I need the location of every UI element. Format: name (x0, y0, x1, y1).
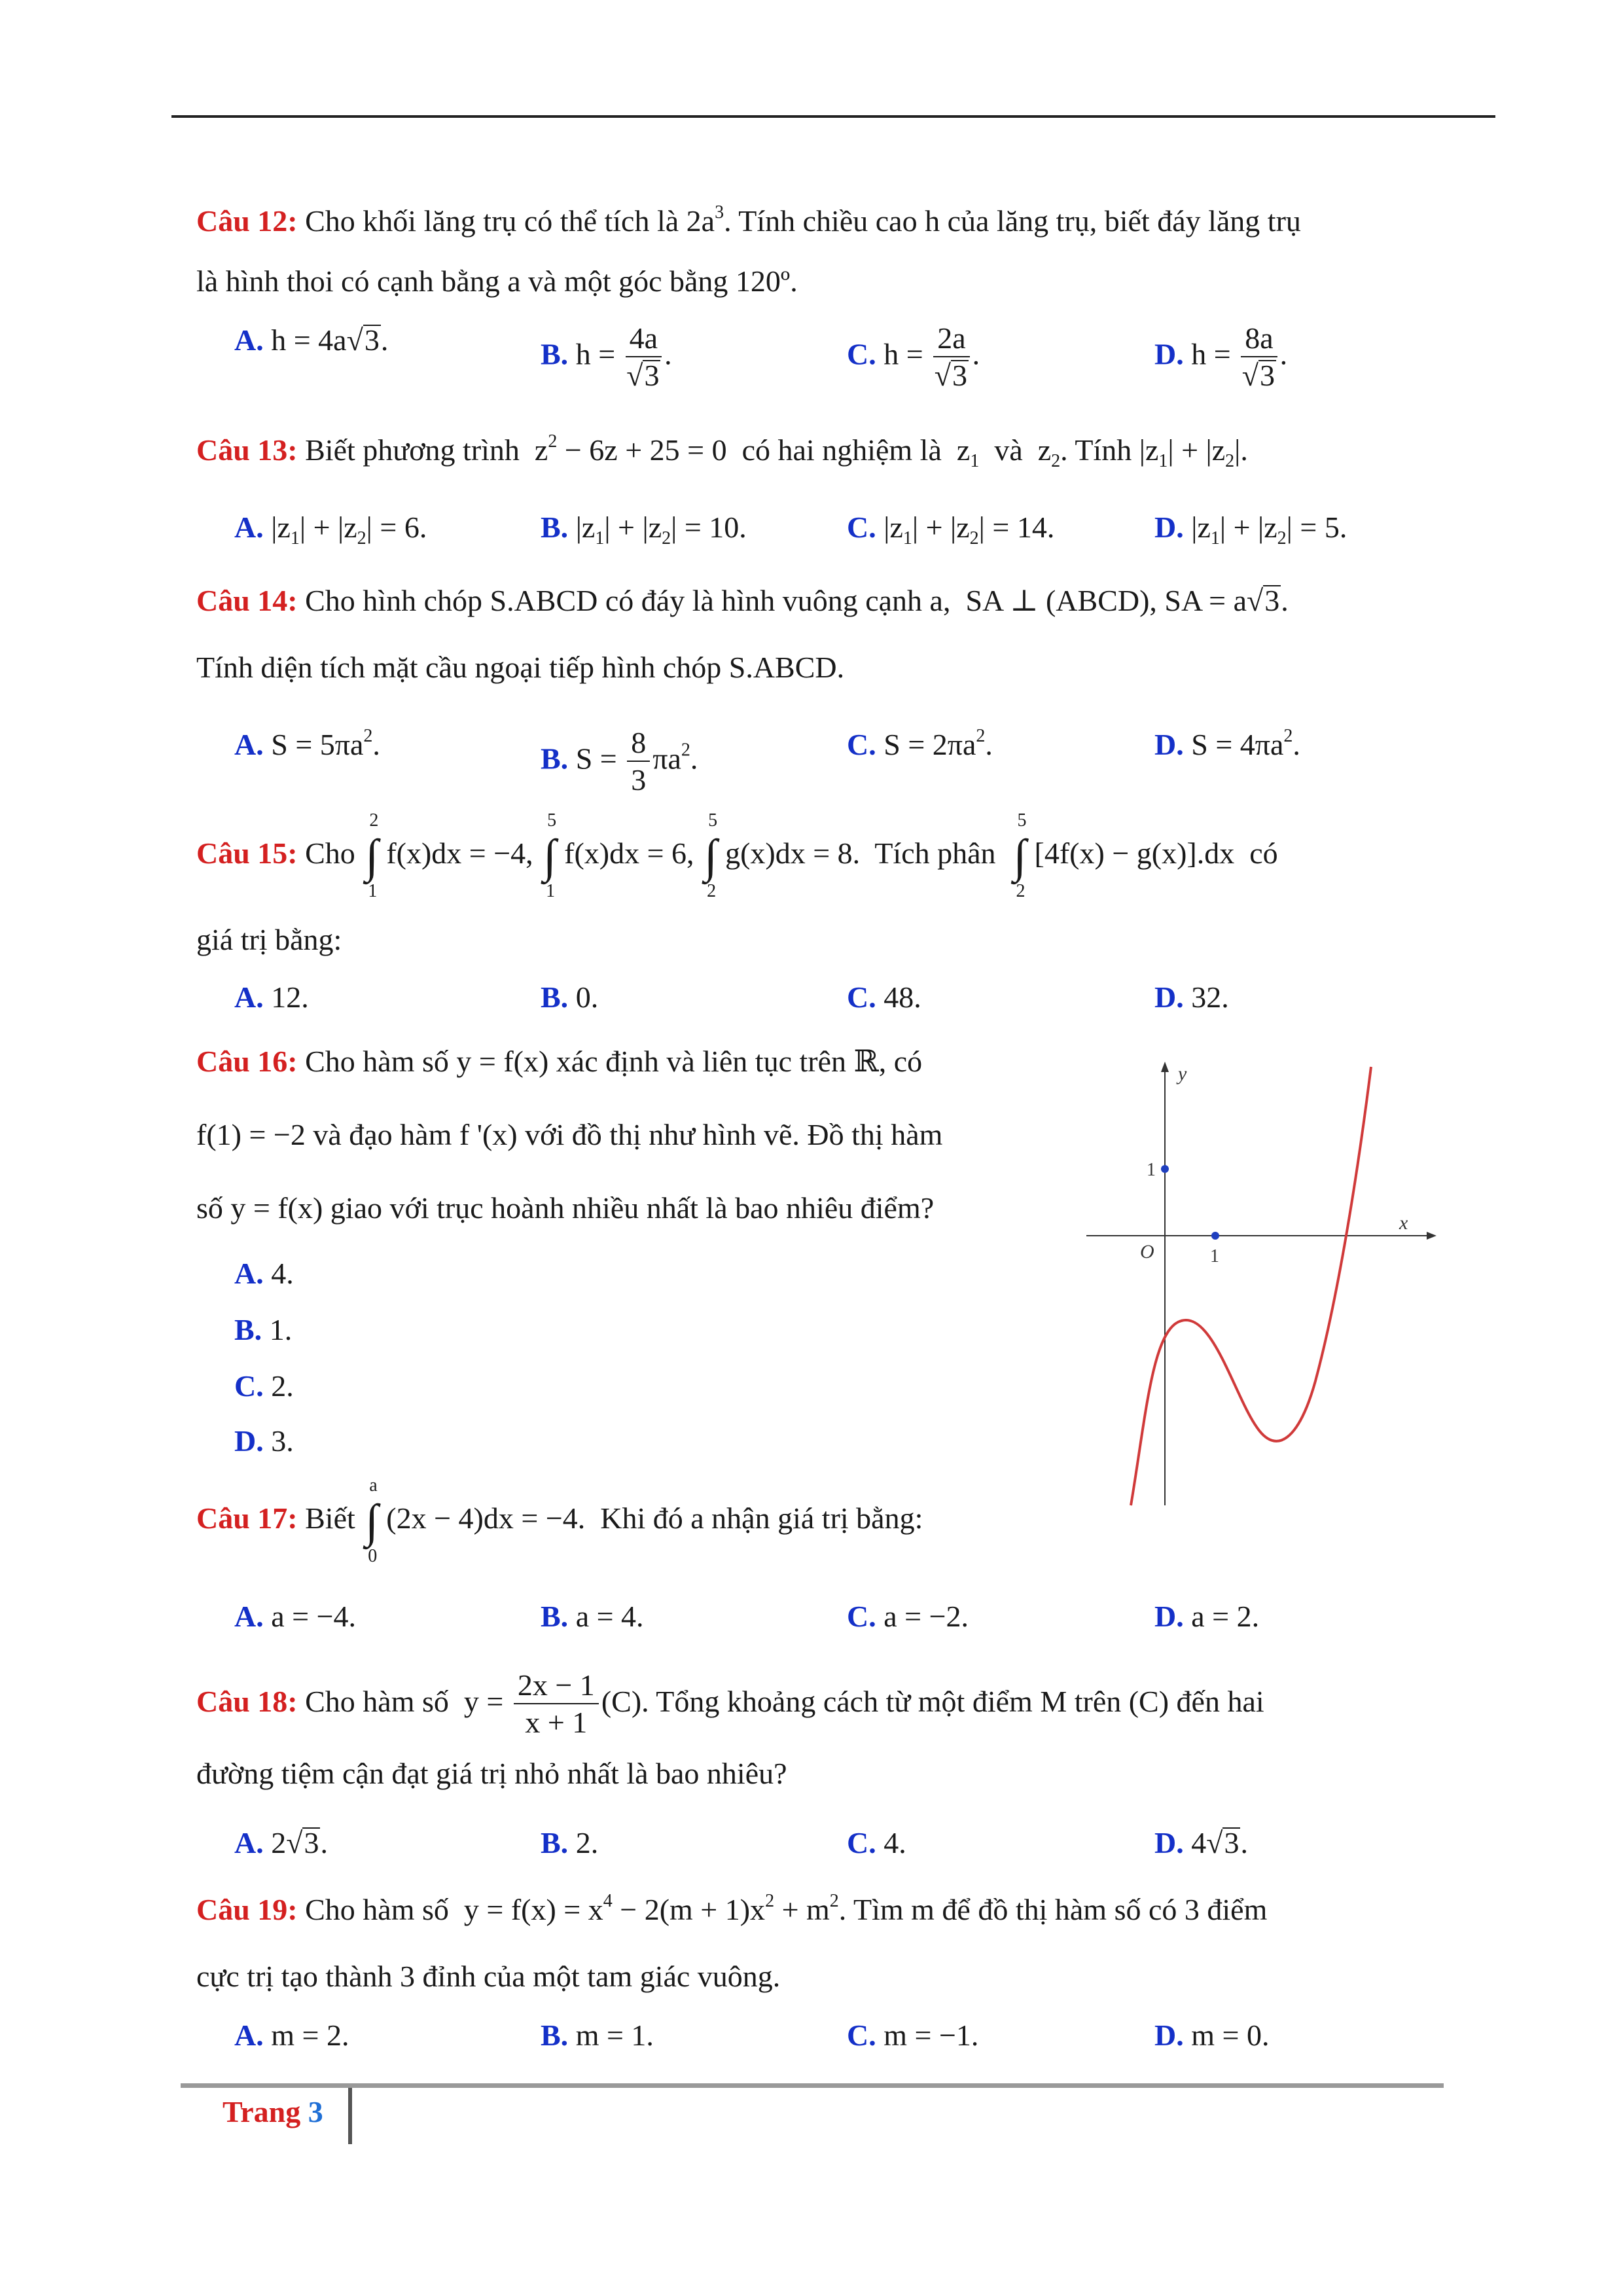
question-19: Câu 19: Cho hàm số $y = f(x) = x^4 - 2(m + 1)x^2 + m^2$. Tìm m để đồ thị hàm số có 3 điểm (196, 1891, 1268, 1926)
q12-option-c[interactable]: C. h = $\frac{2a}{√3}$ . (847, 321, 980, 392)
question-19-line2: cực trị tạo thành 3 đỉnh của một tam giác vuông. (196, 1960, 781, 1993)
integral-sign: 2 ∫ 1 (365, 810, 379, 902)
q16-option-d[interactable]: D. 3. (234, 1424, 294, 1458)
question-15: Câu 15: Cho 2 ∫ 1 f(x)dx = −4, 5 ∫ 1 f(x)dx = 6, 5 ∫ 2 g(x)dx = 8. Tích phân 5 ∫ 2 [4f(x) − g(x)].dx có (196, 810, 1278, 902)
question-14-line2: Tính diện tích mặt cầu ngoại tiếp hình chóp S.ABCD. (196, 651, 845, 684)
question-16-line3: số y = f(x) giao với trục hoành nhiều nhất là bao nhiêu điểm? (196, 1191, 935, 1225)
footer-divider (348, 2088, 352, 2144)
question-17: Câu 17: Biết a ∫ 0 (2x − 4)dx = −4. Khi đó a nhận giá trị bằng: (196, 1475, 923, 1567)
q16-option-a[interactable]: A. 4. (234, 1257, 294, 1290)
q19-option-c[interactable]: C. m = −1. (847, 2018, 979, 2052)
y-axis-arrow (1161, 1062, 1169, 1072)
question-12: Câu 12: Cho khối lăng trụ có thể tích là $2a^3$. Tính chiều cao h của lăng trụ, biết đáy lăng trụ (196, 202, 1301, 238)
y-axis-label: y (1178, 1063, 1187, 1085)
q13-option-d[interactable]: D. $|z_1| + |z_2| = 5$. (1154, 511, 1347, 548)
q14-option-a[interactable]: A. $S = 5\pi a^2$. (234, 726, 380, 761)
q13-option-c[interactable]: C. $|z_1| + |z_2| = 14$. (847, 511, 1055, 548)
integral-sign: 5 ∫ 1 (543, 810, 557, 902)
q16-option-b[interactable]: B. 1. (234, 1313, 293, 1346)
question-18-line2: đường tiệm cận đạt giá trị nhỏ nhất là bao nhiêu? (196, 1757, 787, 1790)
question-18: Câu 18: Cho hàm số y = $\frac{2x - 1}{x + 1}$ (C). Tổng khoảng cách từ một điểm M trên (C) đến hai (196, 1668, 1264, 1740)
q12-option-d[interactable]: D. h = $\frac{8a}{√3}$ . (1154, 321, 1288, 392)
integral-sign: 5 ∫ 2 (1013, 810, 1027, 902)
question-13: Câu 13: Biết phương trình $z^2 - 6z + 25 = 0$ có hai nghiệm là $z_1$ và $z_2$. Tính $|z_1| + |z_2|$. (196, 431, 1248, 471)
question-14: Câu 14: Cho hình chóp S.ABCD có đáy là hình vuông cạnh a, SA ⊥ (ABCD), SA = a√3. (196, 584, 1289, 617)
q12-option-a[interactable]: A. h = 4a√3. (234, 323, 389, 357)
q18-option-b[interactable]: B. 2. (541, 1826, 599, 1859)
integral-sign: a ∫ 0 (365, 1475, 379, 1567)
x-axis-label: x (1399, 1212, 1408, 1234)
derivative-curve (1131, 1067, 1371, 1505)
question-16-line2: f(1) = −2 và đạo hàm f '(x) với đồ thị như hình vẽ. Đồ thị hàm (196, 1118, 943, 1151)
q18-option-a[interactable]: A. 2√3. (234, 1826, 328, 1859)
q18-option-d[interactable]: D. 4√3. (1154, 1826, 1248, 1859)
q19-option-a[interactable]: A. m = 2. (234, 2018, 349, 2052)
q19-option-b[interactable]: B. m = 1. (541, 2018, 654, 2052)
page-footer: Trang 3 (223, 2095, 323, 2128)
q19-option-d[interactable]: D. m = 0. (1154, 2018, 1270, 2052)
q17-option-d[interactable]: D. a = 2. (1154, 1600, 1260, 1633)
q13-option-b[interactable]: B. $|z_1| + |z_2| = 10$. (541, 511, 747, 548)
derivative-graph (1080, 1054, 1446, 1512)
q16-option-c[interactable]: C. 2. (234, 1369, 294, 1403)
origin-label: O (1140, 1241, 1154, 1263)
q17-option-a[interactable]: A. a = −4. (234, 1600, 357, 1633)
q14-option-b[interactable]: B. S = $\frac{8}{3}$ $\pi a^2$. (541, 726, 698, 797)
q15-option-b[interactable]: B. 0. (541, 980, 599, 1014)
integral-sign: 5 ∫ 2 (704, 810, 718, 902)
x-tick-point (1211, 1232, 1219, 1240)
footer-rule (181, 2083, 1444, 2088)
q15-option-c[interactable]: C. 48. (847, 980, 921, 1014)
q17-option-c[interactable]: C. a = −2. (847, 1600, 969, 1633)
question-16: Câu 16: Cho hàm số y = f(x) xác định và liên tục trên ℝ, có (196, 1045, 923, 1078)
q14-option-d[interactable]: D. $S = 4\pi a^2$. (1154, 726, 1300, 761)
question-15-line2: giá trị bằng: (196, 923, 342, 956)
q14-option-c[interactable]: C. $S = 2\pi a^2$. (847, 726, 993, 761)
y-tick-label: 1 (1147, 1160, 1156, 1180)
q12-option-b[interactable]: B. h = $\frac{4a}{√3}$ . (541, 321, 672, 392)
y-tick-point (1161, 1165, 1169, 1173)
q18-option-c[interactable]: C. 4. (847, 1826, 906, 1859)
q17-option-b[interactable]: B. a = 4. (541, 1600, 644, 1633)
x-tick-label: 1 (1210, 1246, 1219, 1266)
q15-option-d[interactable]: D. 32. (1154, 980, 1229, 1014)
question-12-line2: là hình thoi có cạnh bằng a và một góc bằng 120º. (196, 264, 798, 298)
x-axis-arrow (1427, 1232, 1436, 1240)
header-rule (171, 115, 1495, 118)
q15-option-a[interactable]: A. 12. (234, 980, 309, 1014)
q13-option-a[interactable]: A. $|z_1| + |z_2| = 6$. (234, 511, 427, 548)
page-number: 3 (308, 2095, 323, 2128)
